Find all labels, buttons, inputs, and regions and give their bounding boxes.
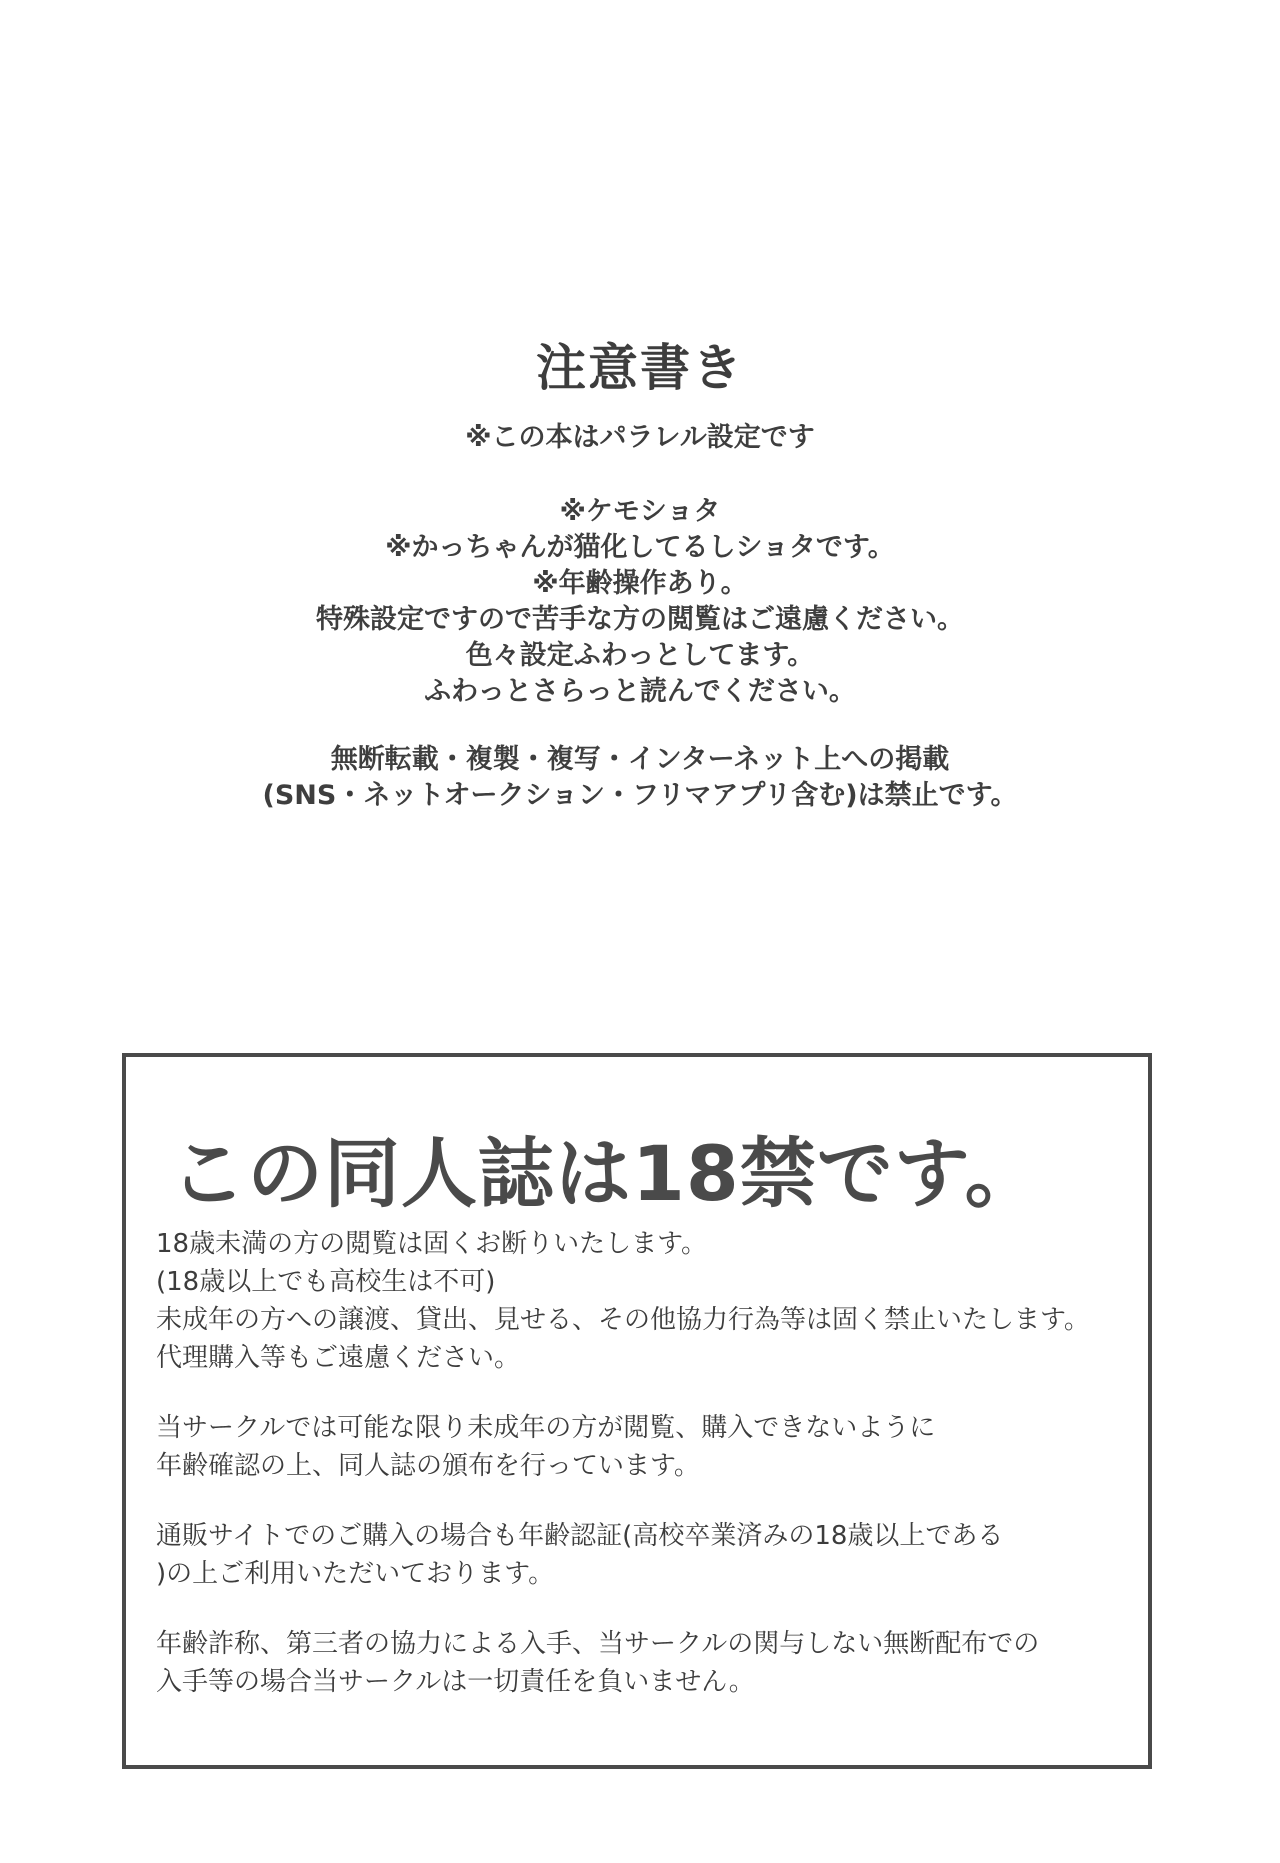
notice-line: 無断転載・複製・複写・インターネット上への掲載 bbox=[330, 744, 950, 775]
notice-line: ※かっちゃんが猫化してるしショタです。 bbox=[385, 532, 895, 563]
notice-line: ※この本はパラレル設定です bbox=[465, 422, 815, 453]
notice-line: ※ケモショタ bbox=[559, 496, 721, 527]
age-restriction-body bbox=[156, 1225, 1136, 1701]
age-line: 代理購入等もご遠慮ください。 bbox=[156, 1343, 521, 1373]
notice-line: ※年齢操作あり。 bbox=[532, 568, 748, 599]
notice-section bbox=[0, 338, 1280, 814]
age-restriction-box bbox=[122, 1053, 1152, 1769]
age-line: 通販サイトでのご購入の場合も年齢認証(高校卒業済みの18歳以上である bbox=[156, 1521, 1004, 1551]
age-line: 18歳未満の方の閲覧は固くお断りいたします。 bbox=[156, 1229, 708, 1259]
notice-line: 色々設定ふわっとしてます。 bbox=[465, 640, 815, 671]
age-line: 入手等の場合当サークルは一切責任を負いません。 bbox=[156, 1667, 755, 1697]
notice-line: (SNS・ネットオークション・フリマアプリ含む)は禁止です。 bbox=[262, 780, 1018, 811]
age-line: 年齢確認の上、同人誌の頒布を行っています。 bbox=[156, 1451, 700, 1481]
age-line: 年齢詐称、第三者の協力による入手、当サークルの関与しない無断配布での bbox=[156, 1629, 1040, 1659]
age-line: 当サークルでは可能な限り未成年の方が閲覧、購入できないように bbox=[156, 1413, 936, 1443]
notice-line: 特殊設定ですので苦手な方の閲覧はご遠慮ください。 bbox=[316, 604, 964, 635]
age-line: (18歳以上でも高校生は不可) bbox=[156, 1267, 496, 1297]
notice-title: 注意書き bbox=[536, 339, 744, 397]
age-restriction-heading: この同人誌は18禁です。 bbox=[170, 1129, 1042, 1218]
age-line: 未成年の方への譲渡、貸出、見せる、その他協力行為等は固く禁止いたします。 bbox=[156, 1305, 1090, 1335]
age-line: )の上ご利用いただいております。 bbox=[156, 1559, 555, 1589]
notice-line: ふわっとさらっと読んでください。 bbox=[424, 676, 856, 707]
